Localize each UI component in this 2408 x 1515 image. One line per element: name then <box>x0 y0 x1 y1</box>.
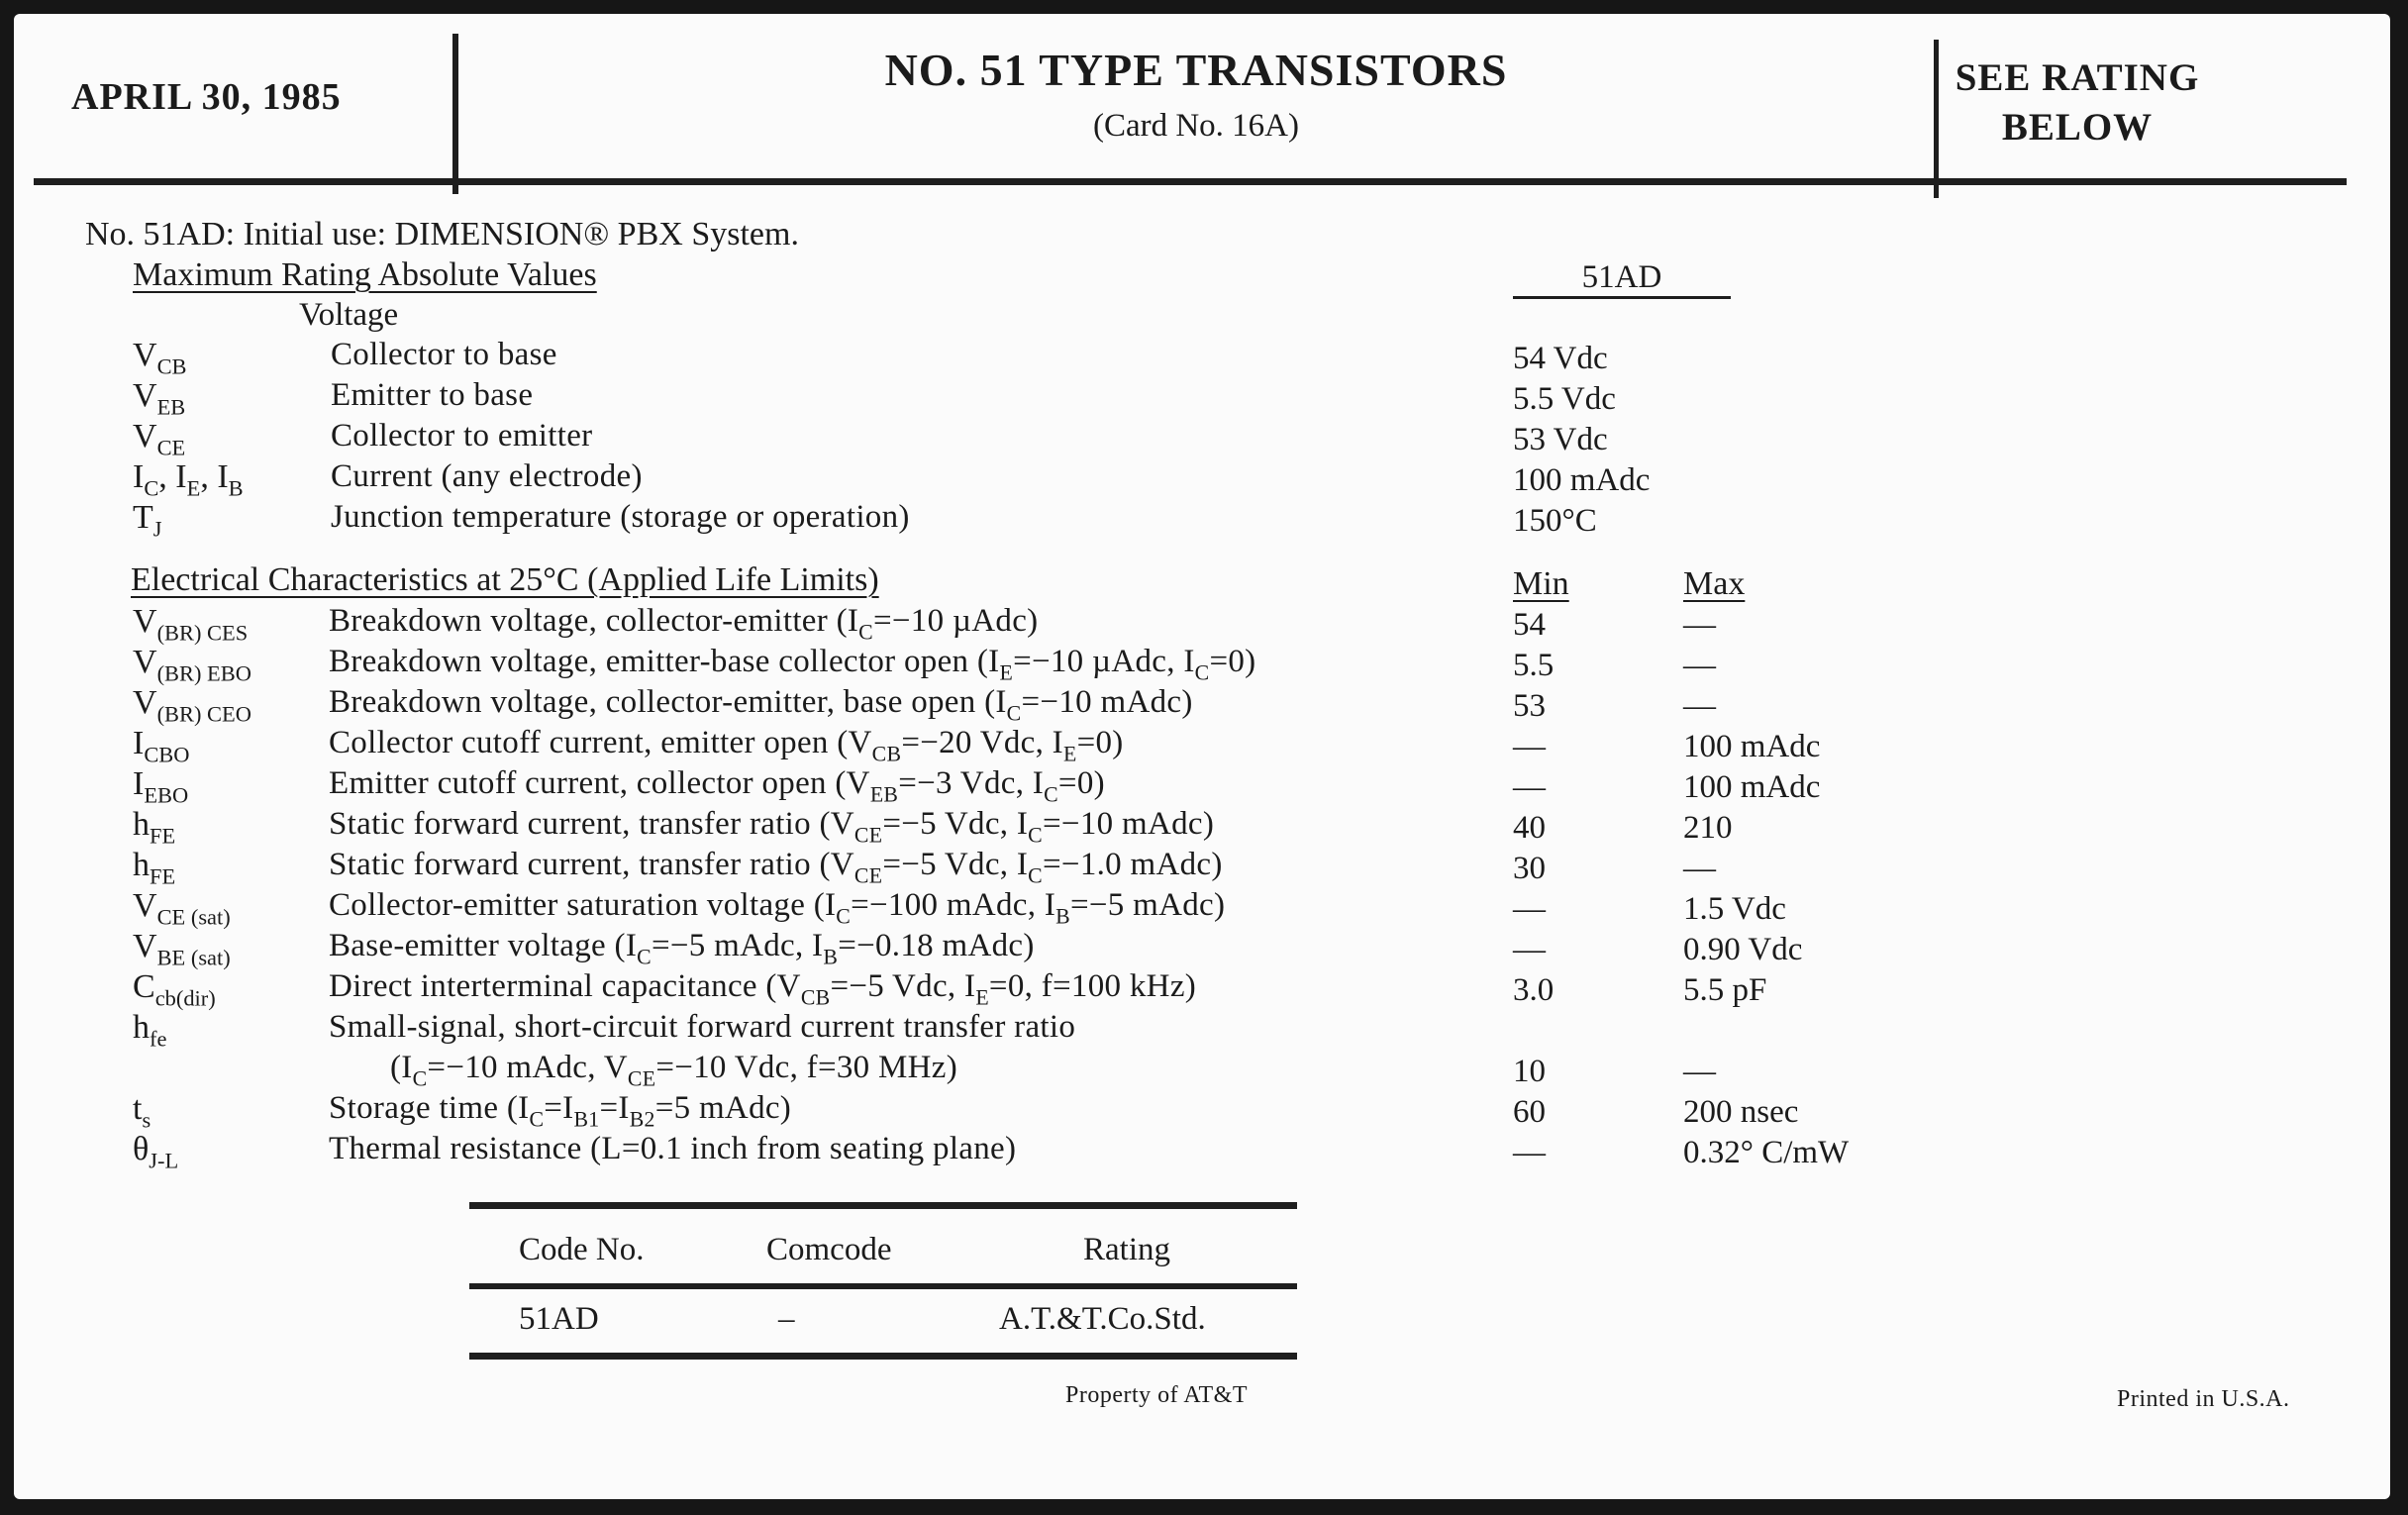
electrical-row-min: — <box>1513 769 1546 805</box>
code-table-bottom-rule <box>469 1353 1297 1360</box>
electrical-row-min: 10 <box>1513 1054 1546 1089</box>
electrical-row-min: 3.0 <box>1513 972 1555 1008</box>
max-row-value: 150°C <box>1513 503 1597 539</box>
electrical-row-max: — <box>1683 688 1716 724</box>
electrical-row-desc: Direct interterminal capacitance ($V_{CB}=-5$ Vdc, $I_E=0$, f=100 kHz) <box>329 968 1197 1010</box>
electrical-row-max: — <box>1683 851 1716 886</box>
max-row-value: 100 mAdc <box>1513 462 1651 498</box>
symbol-hfe: $h_{FE}$ <box>133 806 176 849</box>
symbol-ccb-dir: $C_{cb(dir)}$ <box>133 968 216 1011</box>
card-subtitle: (Card No. 16A) <box>1092 108 1300 144</box>
electrical-row-desc-continued: ($I_C=-10$ mAdc, $V_{CE}=-10$ Vdc, f=30 MHz) <box>390 1050 958 1091</box>
data-card <box>14 14 2390 1499</box>
code-table-header-code: Code No. <box>519 1232 645 1267</box>
code-table-cell-rating: A.T.&T.Co.Std. <box>999 1301 1206 1337</box>
symbol-theta-jl: $\theta_{J-L}$ <box>133 1131 179 1173</box>
code-table-mid-rule <box>469 1283 1297 1289</box>
electrical-row-desc: Collector cutoff current, emitter open ($V_{CB}=-20$ Vdc, $I_E=0$) <box>329 725 1124 766</box>
electrical-row-desc: Thermal resistance (L=0.1 inch from seating plane) <box>329 1131 1017 1166</box>
max-row-value: 53 Vdc <box>1513 422 1608 457</box>
electrical-row-desc: Collector-emitter saturation voltage ($I_C=-100$ mAdc, $I_B=-5$ mAdc) <box>329 887 1226 929</box>
symbol-vcb: $V_{CB}$ <box>133 337 187 379</box>
electrical-row-desc: Storage time ($I_C=I_{B1}=I_{B2}=5$ mAdc) <box>329 1090 792 1132</box>
max-row-desc: Emitter to base <box>331 377 534 413</box>
electrical-row-max: 100 mAdc <box>1683 769 1821 805</box>
symbol-ic-ie-ib: $I_C$, $I_E$, $I_B$ <box>133 458 244 501</box>
electrical-row-max: 200 nsec <box>1683 1094 1799 1130</box>
electrical-row-max: 0.32° C/mW <box>1683 1135 1850 1170</box>
voltage-group-label: Voltage <box>299 297 399 333</box>
electrical-row-max: 1.5 Vdc <box>1683 891 1786 927</box>
electrical-row-max: — <box>1683 648 1716 683</box>
rating-note-line1: SEE RATING <box>1955 56 2200 99</box>
symbol-tj: $T_J$ <box>133 499 162 542</box>
electrical-row-max: 100 mAdc <box>1683 729 1821 764</box>
max-rating-column-label: 51AD <box>1581 259 1662 295</box>
electrical-row-min: 30 <box>1513 851 1546 886</box>
electrical-row-desc: Static forward current, transfer ratio ($V_{CE}=-5$ Vdc, $I_C=-1.0$ mAdc) <box>329 847 1223 888</box>
electrical-row-desc: Static forward current, transfer ratio ($V_{CE}=-5$ Vdc, $I_C=-10$ mAdc) <box>329 806 1215 848</box>
property-note: Property of AT&T <box>1065 1382 1248 1408</box>
electrical-row-max: 210 <box>1683 810 1733 846</box>
symbol-vbe-sat: $V_{BE (sat)}$ <box>133 928 231 970</box>
electrical-row-desc: Small-signal, short-circuit forward current transfer ratio <box>329 1009 1076 1045</box>
electrical-row-desc: Base-emitter voltage ($I_C=-5$ mAdc, $I_B=-0.18$ mAdc) <box>329 928 1035 969</box>
max-row-desc: Collector to emitter <box>331 418 593 454</box>
max-rating-heading: Maximum Rating Absolute Values <box>133 256 597 293</box>
electrical-row-desc: Breakdown voltage, collector-emitter, base open ($I_C=-10$ mAdc) <box>329 684 1193 726</box>
card-title: NO. 51 TYPE TRANSISTORS <box>884 45 1508 95</box>
column-label-rule <box>1513 296 1731 299</box>
electrical-row-min: 40 <box>1513 810 1546 846</box>
electrical-row-desc: Breakdown voltage, collector-emitter ($I_C=-10$ µAdc) <box>329 603 1039 645</box>
code-table-header-comcode: Comcode <box>766 1232 892 1267</box>
max-row-desc: Current (any electrode) <box>331 458 643 494</box>
symbol-ts: $t_s$ <box>133 1090 151 1133</box>
symbol-vbr-ebo: $V_{(BR) EBO}$ <box>133 644 251 686</box>
symbol-vce-sat: $V_{CE (sat)}$ <box>133 887 231 930</box>
code-table-cell-comcode: – <box>778 1301 795 1337</box>
electrical-row-min: 53 <box>1513 688 1546 724</box>
max-column-label: Max <box>1683 565 1746 602</box>
symbol-veb: $V_{EB}$ <box>133 377 186 420</box>
symbol-hfe-small: $h_{fe}$ <box>133 1009 167 1052</box>
code-table-header-rating: Rating <box>1083 1232 1170 1267</box>
code-table <box>469 1202 1297 1361</box>
rating-note-line2: BELOW <box>2001 106 2154 149</box>
electrical-row-max: — <box>1683 1054 1716 1089</box>
card-date: APRIL 30, 1985 <box>71 76 342 118</box>
electrical-row-max: — <box>1683 607 1716 643</box>
printed-note: Printed in U.S.A. <box>2117 1386 2290 1412</box>
min-column-label: Min <box>1513 565 1569 602</box>
electrical-row-min: — <box>1513 729 1546 764</box>
electrical-row-desc: Emitter cutoff current, collector open ($V_{EB}=-3$ Vdc, $I_C=0$) <box>329 765 1105 807</box>
symbol-vbr-ceo: $V_{(BR) CEO}$ <box>133 684 251 727</box>
max-row-desc: Collector to base <box>331 337 557 372</box>
electrical-row-min: — <box>1513 891 1546 927</box>
code-table-top-rule <box>469 1202 1297 1209</box>
intro-line: No. 51AD: Initial use: DIMENSION® PBX System. <box>85 216 799 252</box>
max-row-value: 54 Vdc <box>1513 341 1608 376</box>
symbol-hfe: $h_{FE}$ <box>133 847 176 889</box>
symbol-vce: $V_{CE}$ <box>133 418 186 460</box>
electrical-row-max: 5.5 pF <box>1683 972 1767 1008</box>
code-table-cell-code: 51AD <box>519 1301 599 1337</box>
symbol-iebo: $I_{EBO}$ <box>133 765 189 808</box>
electrical-row-min: 60 <box>1513 1094 1546 1130</box>
max-row-value: 5.5 Vdc <box>1513 381 1616 417</box>
electrical-row-min: — <box>1513 1135 1546 1170</box>
electrical-row-desc: Breakdown voltage, emitter-base collector open ($I_E=-10$ µAdc, $I_C=0$) <box>329 644 1256 685</box>
electrical-row-min: 5.5 <box>1513 648 1555 683</box>
electrical-row-min: — <box>1513 932 1546 967</box>
max-row-desc: Junction temperature (storage or operation) <box>331 499 910 535</box>
electrical-row-min: 54 <box>1513 607 1546 643</box>
header-rule <box>34 178 2347 185</box>
symbol-icbo: $I_{CBO}$ <box>133 725 190 767</box>
electrical-heading: Electrical Characteristics at 25°C (Applied Life Limits) <box>131 561 879 598</box>
electrical-row-max: 0.90 Vdc <box>1683 932 1803 967</box>
symbol-vbr-ces: $V_{(BR) CES}$ <box>133 603 249 646</box>
